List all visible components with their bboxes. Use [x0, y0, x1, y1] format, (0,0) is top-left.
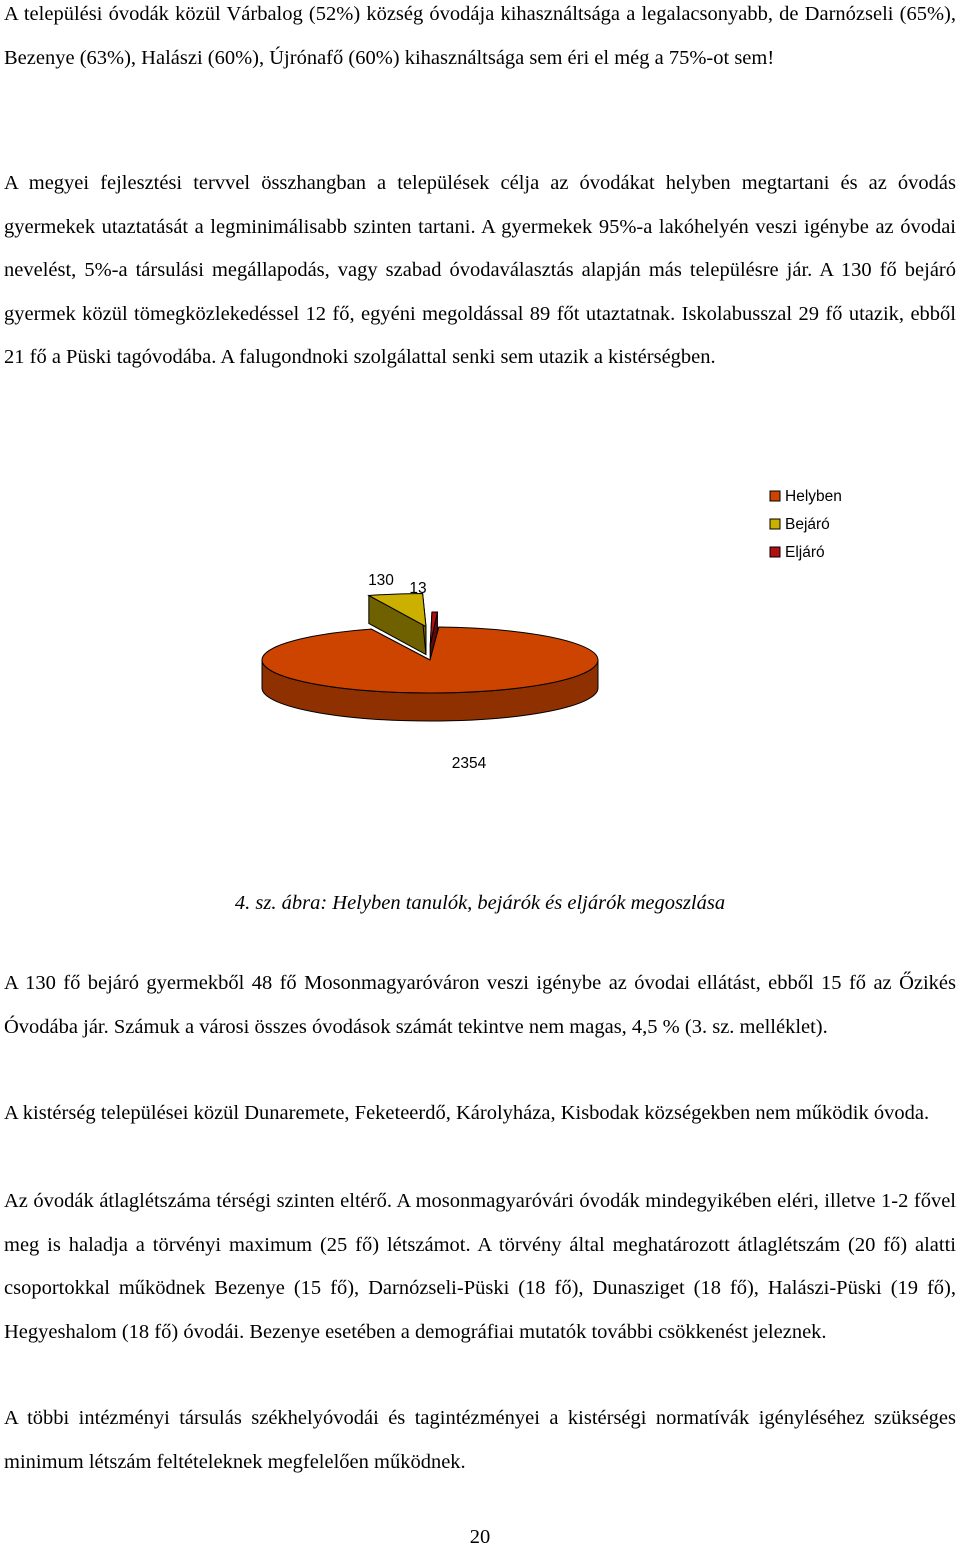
legend-item-bejáró [770, 516, 830, 533]
paragraph-intro: A települési óvodák közül Várbalog (52%) község óvodája kihasználtsága a legalacsonyabb, de Darnózseli (65%), Bezenye (63%), Halászi (60%), Újrónafő (60%) kihasználtsága sem éri el még a 75%-ot sem! [4, 3, 956, 69]
data-label-bejáró: 130 [368, 572, 394, 589]
data-label-eljáró: 13 [409, 580, 427, 597]
legend-label: Helyben [785, 488, 842, 505]
legend-label: Bejáró [785, 516, 830, 533]
chart-legend [770, 488, 842, 561]
legend-swatch [770, 519, 780, 529]
legend-swatch [770, 491, 780, 501]
pie-slices [262, 594, 598, 721]
legend-swatch [770, 547, 780, 557]
data-label-helyben: 2354 [451, 755, 487, 772]
figure-caption: 4. sz. ábra: Helyben tanulók, bejárók és eljárók megoszlása [234, 892, 726, 914]
paragraph-development-plan: A megyei fejlesztési tervvel összhangban a települések célja az óvodákat helyben megtartani és az óvodás gyermekek utaztatását a legminimálisabb szinten tartani. A gyermekek 95%-a lakóhelyén veszi igénybe az óvodai nevelést, 5%-a társulási megállapodás, vagy szabad óvodaválasztás alapján más településre jár. A 130 fő bejáró gyermek közül tömegközlekedéssel 12 fő, egyéni megoldással 89 főt utaztatnak. Iskolabusszal 29 fő utazik, ebből 21 fő a Püski tagóvodába. A falugondnoki szolgálattal senki sem utazik a kistérségben. [4, 172, 956, 368]
legend-item-helyben [770, 488, 842, 505]
legend-item-eljáró [770, 544, 825, 561]
paragraph-associations: A többi intézményi társulás székhelyóvodái és tagintézményei a kistérségi normatívák igényléséhez szükséges minimum létszám feltételeknek megfelelően működnek. [4, 1407, 956, 1473]
pie-chart [0, 470, 960, 810]
paragraph-no-kindergarten: A kistérség települései közül Dunaremete, Feketeerdő, Károlyháza, Kisbodak községekben nem működik óvoda. [4, 1102, 930, 1124]
legend-label: Eljáró [785, 544, 825, 561]
page-number: 20 [469, 1526, 491, 1548]
paragraph-commuters: A 130 fő bejáró gyermekből 48 fő Mosonmagyaróváron veszi igénybe az óvodai ellátást, ebből 15 fő az Őzikés Óvodába jár. Számuk a városi összes óvodások számát tekintve nem magas, 4,5 % (3. sz. melléklet). [4, 972, 956, 1038]
paragraph-average-size: Az óvodák átlaglétszáma térségi szinten eltérő. A mosonmagyaróvári óvodák mindegyikében eléri, illetve 1-2 fővel meg is haladja a törvényi maximum (25 fő) létszámot. A törvény által meghatározott átlaglétszám (20 fő) alatti csoportokkal működnek Bezenye (15 fő), Darnózseli-Püski (18 fő), Dunasziget (18 fő), Halászi-Püski (19 fő), Hegyeshalom (18 fő) óvodái. Bezenye esetében a demográfiai mutatók további csökkenést jeleznek. [4, 1190, 956, 1343]
